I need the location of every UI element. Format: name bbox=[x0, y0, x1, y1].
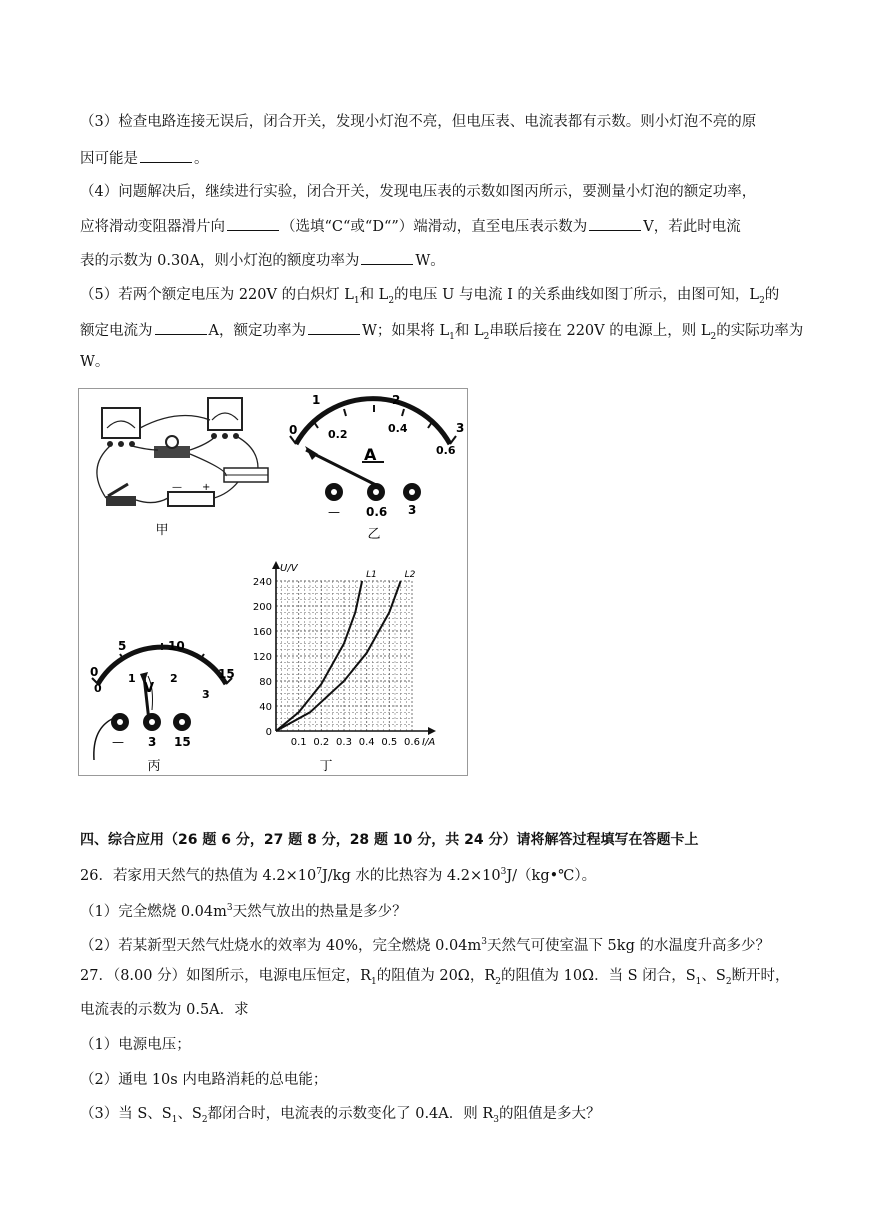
figure-label-ding: 丁 bbox=[319, 759, 333, 774]
q27-line-4: （2）通电 10s 内电路消耗的总电能； bbox=[80, 1072, 328, 1088]
ammeter-terminal: 0.6 bbox=[366, 505, 388, 519]
q26-line-1: 26．若家用天然气的热值为 $4.2\times 10^7J/kg$ 水的比热容为 $4.2\times 10^3J/(kg•℃)$。 bbox=[80, 867, 597, 884]
figure-label-yi: 乙 bbox=[367, 527, 381, 542]
x-tick-label: 0.4 bbox=[358, 737, 375, 748]
ammeter-scale-top: 0 bbox=[289, 423, 298, 437]
x-tick-label: 0.2 bbox=[313, 737, 330, 748]
answer-blank[interactable] bbox=[140, 148, 192, 163]
ammeter-scale-top: 3 bbox=[456, 421, 465, 435]
voltmeter-scale-bottom: 3 bbox=[202, 688, 210, 701]
q4-line-2: 应将滑动变阻器滑片向 （选填“C“或“D“”）端滑动，直至电压表示数为 V，若此时电流 bbox=[80, 216, 741, 237]
series-label-l1: L1 bbox=[366, 570, 377, 580]
y-tick-label: 160 bbox=[252, 627, 272, 638]
answer-blank[interactable] bbox=[155, 320, 207, 335]
answer-blank[interactable] bbox=[227, 216, 279, 231]
answer-blank[interactable] bbox=[589, 216, 641, 231]
q3-line-2: 因可能是 。 bbox=[80, 148, 209, 169]
x-tick-label: 0.3 bbox=[336, 737, 352, 748]
x-axis-label: I/A bbox=[422, 737, 436, 748]
voltmeter-scale-top: 10 bbox=[168, 639, 185, 653]
voltmeter-scale-bottom: 0 bbox=[94, 682, 102, 695]
ammeter-terminal: 3 bbox=[408, 503, 417, 517]
ammeter-terminal-minus: — bbox=[328, 505, 340, 519]
answer-blank[interactable] bbox=[361, 250, 413, 265]
q4-line-1: （4）问题解决后，继续进行实验，闭合开关，发现电压表的示数如图丙所示，要测量小灯泡的额定功率， bbox=[80, 184, 757, 200]
ammeter-scale-bottom: 0.2 bbox=[328, 428, 348, 441]
ammeter-scale-bottom: 0.4 bbox=[388, 422, 408, 435]
svg-text:—: — bbox=[172, 482, 182, 493]
q4-line-3: 表的示数为 0.30A，则小灯泡的额度功率为 W。 bbox=[80, 250, 445, 271]
voltmeter-terminal: — bbox=[112, 735, 124, 749]
figure-label-jia: 甲 bbox=[155, 523, 169, 538]
ammeter-unit: A bbox=[364, 445, 377, 464]
ammeter-scale-top: 1 bbox=[312, 393, 321, 407]
q26-line-3: （2）若某新型天然气灶烧水的效率为 40%，完全燃烧 $0.04m^3$天然气可使室温下 5kg 的水温度升高多少？ bbox=[80, 937, 770, 954]
voltmeter-scale-top: 5 bbox=[118, 639, 127, 653]
y-tick-label: 80 bbox=[259, 677, 272, 688]
voltmeter-unit: V bbox=[144, 681, 155, 696]
voltmeter-scale-top: 0 bbox=[90, 665, 99, 679]
ammeter-scale-top: 2 bbox=[392, 393, 401, 407]
voltmeter-scale-top: 15 bbox=[218, 667, 235, 681]
voltmeter-terminal: 3 bbox=[148, 735, 157, 749]
experiment-figure bbox=[78, 388, 468, 776]
series-label-l2: L2 bbox=[404, 570, 416, 580]
y-tick-label: 240 bbox=[252, 577, 272, 588]
svg-text:+: + bbox=[202, 482, 211, 493]
x-tick-label: 0.6 bbox=[404, 737, 420, 748]
q5-line-1: （5）若两个额定电压为 220V 的白炽灯 $L_1$和 $L_2$的电压 U 与电流 I 的关系曲线如图丁所示，由图可知，$L_2$的 bbox=[80, 287, 780, 306]
y-tick-label: 120 bbox=[252, 652, 272, 663]
answer-blank[interactable] bbox=[308, 320, 360, 335]
x-tick-label: 0.1 bbox=[290, 737, 307, 748]
y-tick-label: 200 bbox=[252, 602, 272, 613]
voltmeter-terminal: 15 bbox=[174, 735, 191, 749]
q27-line-5: （3）当 S、$S_1$、$S_2$都闭合时，电流表的示数变化了 0.4A．则 $R_3$的阻值是多大？ bbox=[80, 1106, 601, 1125]
q3-line-1: （3）检查电路连接无误后，闭合开关，发现小灯泡不亮，但电压表、电流表都有示数。则小灯泡不亮的原 bbox=[80, 114, 757, 130]
q27-line-1: 27．（8.00 分）如图所示，电源电压恒定，$R_1$的阻值为 20Ω，$R_2$的阻值为 10Ω．当 S 闭合，$S_1$、$S_2$断开时， bbox=[80, 968, 790, 987]
y-tick-label: 0 bbox=[265, 727, 272, 738]
q5-line-2: 额定电流为 A，额定功率为 W；如果将 $L_1$和 $L_2$串联后接在 220V 的电源上，则 $L_2$的实际功率为 bbox=[80, 320, 803, 347]
x-tick-label: 0.5 bbox=[381, 737, 398, 748]
voltmeter-scale-bottom: 1 bbox=[128, 672, 136, 685]
q5-line-3: W。 bbox=[80, 354, 110, 370]
section-4-title: 四、综合应用（26 题 6 分，27 题 8 分，28 题 10 分，共 24 分）请将解答过程填写在答题卡上 bbox=[80, 832, 699, 848]
voltmeter-scale-bottom: 2 bbox=[170, 672, 178, 685]
q27-line-3: （1）电源电压； bbox=[80, 1037, 191, 1053]
y-tick-label: 40 bbox=[259, 702, 272, 713]
ammeter-scale-bottom: 0.6 bbox=[436, 444, 456, 457]
figure-label-bing: 丙 bbox=[147, 759, 161, 774]
q26-line-2: （1）完全燃烧 $0.04m^3$天然气放出的热量是多少？ bbox=[80, 903, 407, 920]
q27-line-2: 电流表的示数为 0.5A．求 bbox=[80, 1002, 249, 1018]
y-axis-label: U/V bbox=[280, 563, 298, 574]
